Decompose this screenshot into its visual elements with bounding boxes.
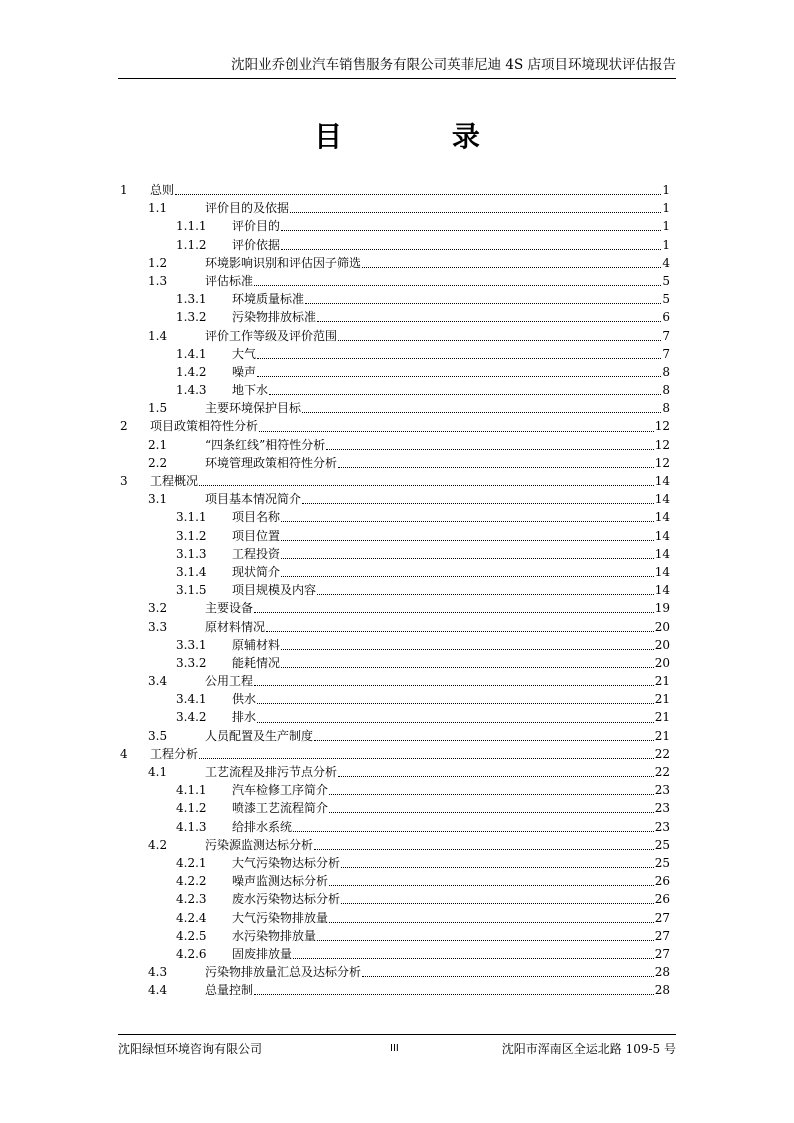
toc-entry-title: 排水 <box>232 710 257 725</box>
toc-entry[interactable] <box>118 672 670 690</box>
toc-entry[interactable] <box>118 581 670 599</box>
toc-entry-number: 4.1.1 <box>176 783 207 798</box>
footer-address: 沈阳市浑南区全运北路 109-5 号 <box>501 1042 676 1056</box>
toc-leader-dots <box>317 308 661 322</box>
toc-entry[interactable] <box>118 727 670 745</box>
toc-leader-dots <box>329 799 654 813</box>
toc-entry-title: 项目政策相符性分析 <box>150 419 259 434</box>
toc-entry-title: 环境质量标准 <box>232 292 305 307</box>
toc-entry-title: 大气 <box>232 346 257 361</box>
toc-entry-number: 4.2.1 <box>176 855 207 870</box>
toc-entry-page: 21 <box>654 710 670 725</box>
toc-leader-dots <box>338 763 654 777</box>
toc-entry[interactable] <box>118 872 670 890</box>
toc-entry-page: 23 <box>654 801 670 816</box>
toc-entry-page: 14 <box>654 510 670 525</box>
toc-entry-page: 4 <box>662 255 670 270</box>
toc-entry-page: 5 <box>662 273 670 288</box>
toc-entry[interactable] <box>118 781 670 799</box>
toc-entry-title: 工程分析 <box>150 746 199 761</box>
toc-entry-page: 23 <box>654 783 670 798</box>
toc-leader-dots <box>302 399 661 413</box>
toc-entry[interactable] <box>118 272 670 290</box>
toc-entry-number: 1.5 <box>148 401 168 416</box>
toc-entry[interactable] <box>118 690 670 708</box>
toc-entry-title: 废水污染物达标分析 <box>232 892 341 907</box>
toc-entry-number: 1.1.1 <box>176 219 207 234</box>
toc-entry-title: 原辅材料 <box>232 637 281 652</box>
toc-entry-number: 4.1.2 <box>176 801 207 816</box>
toc-entry[interactable] <box>118 290 670 308</box>
toc-entry-page: 26 <box>654 892 670 907</box>
toc-entry-title: 公用工程 <box>205 674 254 689</box>
toc-entry[interactable] <box>118 636 670 654</box>
toc-entry-number: 2 <box>120 419 128 434</box>
toc-leader-dots <box>317 927 654 941</box>
toc-leader-dots <box>305 290 661 304</box>
toc-entry-title: “四条红线”相符性分析 <box>205 437 326 452</box>
toc-leader-dots <box>281 527 654 541</box>
toc-entry[interactable] <box>118 890 670 908</box>
toc-entry[interactable] <box>118 818 670 836</box>
toc-entry-title: 工程投资 <box>232 546 281 561</box>
toc-entry[interactable] <box>118 199 670 217</box>
toc-entry-page: 12 <box>654 419 670 434</box>
toc-entry-title: 评估标准 <box>205 273 254 288</box>
toc-entry-page: 1 <box>662 237 670 252</box>
toc-entry[interactable] <box>118 508 670 526</box>
toc-entry-page: 7 <box>662 346 670 361</box>
toc-leader-dots <box>281 508 654 522</box>
toc-entry-title: 供水 <box>232 692 257 707</box>
toc-entry-number: 3.1.1 <box>176 510 207 525</box>
toc-entry-page: 5 <box>662 292 670 307</box>
toc-entry[interactable] <box>118 436 670 454</box>
toc-leader-dots <box>281 236 661 250</box>
toc-entry-title: 污染物排放量汇总及达标分析 <box>205 965 362 980</box>
toc-leader-dots <box>314 727 654 741</box>
toc-entry[interactable] <box>118 927 670 945</box>
toc-entry-page: 1 <box>662 201 670 216</box>
toc-entry-page: 25 <box>654 837 670 852</box>
toc-entry-number: 4.1 <box>148 765 168 779</box>
toc-entry[interactable] <box>118 836 670 854</box>
toc-entry[interactable] <box>118 745 670 763</box>
toc-entry-page: 14 <box>654 583 670 598</box>
toc-entry-number: 3.2 <box>148 601 168 616</box>
toc-entry-title: 评价目的及依据 <box>205 201 290 216</box>
toc-leader-dots <box>293 945 654 959</box>
toc-leader-dots <box>362 963 654 977</box>
toc-entry-number: 3 <box>120 474 128 488</box>
toc-entry[interactable] <box>118 417 670 435</box>
toc-entry-number: 2.2 <box>148 455 168 470</box>
toc-entry-number: 1.4.3 <box>176 383 207 398</box>
toc-entry-page: 26 <box>654 874 670 889</box>
toc-entry-page: 14 <box>654 564 670 579</box>
toc-entry-title: 噪声 <box>232 364 257 379</box>
toc-entry[interactable] <box>118 599 670 617</box>
toc-leader-dots <box>257 709 654 723</box>
toc-entry-page: 22 <box>654 765 670 779</box>
toc-entry[interactable] <box>118 472 670 490</box>
toc-entry-page: 7 <box>662 328 670 343</box>
toc-entry-page: 14 <box>654 528 670 543</box>
toc-entry-number: 3.1.5 <box>176 583 207 598</box>
toc-entry-page: 23 <box>654 819 670 834</box>
toc-entry[interactable] <box>118 854 670 872</box>
page-footer <box>118 1034 676 1063</box>
toc-entry[interactable] <box>118 381 670 399</box>
toc-entry[interactable] <box>118 254 670 272</box>
toc-entry-page: 8 <box>662 364 670 379</box>
toc-leader-dots <box>257 345 661 359</box>
toc-entry-number: 1.4.2 <box>176 364 207 379</box>
toc-entry-title: 噪声监测达标分析 <box>232 874 329 889</box>
toc-entry-number: 4.1.3 <box>176 819 207 834</box>
toc-leader-dots <box>199 745 654 759</box>
toc-leader-dots <box>281 217 661 231</box>
toc-entry[interactable] <box>118 963 670 981</box>
footer-page-number: III <box>390 1043 399 1054</box>
toc-entry-page: 20 <box>654 619 670 634</box>
header-text: 沈阳业乔创业汽车销售服务有限公司英菲尼迪 4S 店项目环境现状评估报告 <box>231 57 676 73</box>
toc-entry-number: 3.4.2 <box>176 710 207 725</box>
toc-leader-dots <box>257 690 654 704</box>
toc-entry-number: 1.3.1 <box>176 292 207 307</box>
toc-entry-page: 27 <box>654 928 670 943</box>
toc-entry-number: 1.1.2 <box>176 237 207 252</box>
toc-leader-dots <box>329 909 654 923</box>
toc-leader-dots <box>314 836 654 850</box>
toc-entry[interactable] <box>118 308 670 326</box>
toc-entry-page: 19 <box>654 601 670 616</box>
toc-leader-dots <box>341 890 654 904</box>
toc-entry-number: 1 <box>120 183 128 197</box>
toc-leader-dots <box>175 181 661 195</box>
toc-entry-title: 评价依据 <box>232 237 281 252</box>
toc-entry-title: 项目名称 <box>232 510 281 525</box>
toc-leader-dots <box>266 618 654 632</box>
toc-entry-title: 总量控制 <box>205 983 254 998</box>
toc-entry[interactable] <box>118 909 670 927</box>
toc-entry-page: 28 <box>654 983 670 998</box>
toc-entry-page: 27 <box>654 910 670 925</box>
toc-entry-page: 14 <box>654 492 670 507</box>
toc-leader-dots <box>362 254 661 268</box>
toc-entry-title: 环境管理政策相符性分析 <box>205 455 338 470</box>
toc-entry[interactable] <box>118 618 670 636</box>
toc-entry[interactable] <box>118 399 670 417</box>
toc-leader-dots <box>254 272 661 286</box>
toc-entry-page: 8 <box>662 401 670 416</box>
toc-entry-number: 3.1.4 <box>176 564 207 579</box>
toc-leader-dots <box>338 327 661 341</box>
toc-entry-page: 8 <box>662 383 670 398</box>
toc-entry-title: 主要设备 <box>205 601 254 616</box>
toc-entry-number: 1.3 <box>148 273 168 288</box>
toc-entry-title: 工程概况 <box>150 474 199 488</box>
toc-entry-title: 喷漆工艺流程简介 <box>232 801 329 816</box>
toc-entry-page: 14 <box>654 546 670 561</box>
toc-entry-number: 4.2 <box>148 837 168 852</box>
toc-leader-dots <box>329 781 654 795</box>
toc-entry-title: 工艺流程及排污节点分析 <box>205 765 338 779</box>
toc-leader-dots <box>290 199 661 213</box>
toc-entry-page: 21 <box>654 674 670 689</box>
toc-leader-dots <box>269 381 661 395</box>
toc-entry[interactable] <box>118 799 670 817</box>
toc-entry-number: 3.3.2 <box>176 655 207 670</box>
toc-entry[interactable] <box>118 708 670 726</box>
toc-entry-number: 1.1 <box>148 201 168 216</box>
page-header <box>118 55 676 79</box>
toc-entry-number: 4.2.4 <box>176 910 207 925</box>
toc-entry[interactable] <box>118 181 670 199</box>
toc-entry-title: 主要环境保护目标 <box>205 401 302 416</box>
toc-leader-dots <box>338 454 654 468</box>
toc-entry[interactable] <box>118 527 670 545</box>
toc-leader-dots <box>281 545 654 559</box>
toc-entry-number: 4.2.2 <box>176 874 207 889</box>
toc-entry-page: 20 <box>654 637 670 652</box>
toc-entry[interactable] <box>118 363 670 381</box>
footer-company: 沈阳绿恒环境咨询有限公司 <box>118 1042 263 1056</box>
toc-leader-dots <box>199 472 654 486</box>
toc-entry-number: 3.3 <box>148 619 168 634</box>
toc-leader-dots <box>302 490 654 504</box>
toc-entry-number: 4.3 <box>148 965 168 980</box>
toc-entry-number: 4.2.5 <box>176 928 207 943</box>
page-title: 目 录 <box>314 120 530 153</box>
toc-entry[interactable] <box>118 345 670 363</box>
toc-entry[interactable] <box>118 763 670 781</box>
toc-entry-page: 20 <box>654 655 670 670</box>
toc-leader-dots <box>329 872 654 886</box>
toc-entry[interactable] <box>118 236 670 254</box>
toc-leader-dots <box>326 436 653 450</box>
toc-entry-number: 1.2 <box>148 255 168 270</box>
toc-entry[interactable] <box>118 217 670 235</box>
toc-entry-title: 评价目的 <box>232 219 281 234</box>
toc-entry-page: 1 <box>662 183 670 197</box>
toc-entry-title: 地下水 <box>232 383 269 398</box>
toc-entry-title: 大气污染物达标分析 <box>232 855 341 870</box>
toc-leader-dots <box>293 818 654 832</box>
toc-entry-page: 12 <box>654 455 670 470</box>
toc-leader-dots <box>281 636 654 650</box>
toc-entry[interactable] <box>118 654 670 672</box>
toc-entry-title: 给排水系统 <box>232 819 293 834</box>
toc-leader-dots <box>281 654 654 668</box>
toc-entry-title: 项目基本情况简介 <box>205 492 302 507</box>
toc-entry-title: 污染物排放标准 <box>232 310 317 325</box>
toc-entry-number: 3.4.1 <box>176 692 207 707</box>
toc-entry-number: 1.3.2 <box>176 310 207 325</box>
toc-entry-number: 3.5 <box>148 728 168 743</box>
toc-entry-number: 3.4 <box>148 674 168 689</box>
toc-entry[interactable] <box>118 945 670 963</box>
toc-entry-page: 12 <box>654 437 670 452</box>
toc-entry-title: 总则 <box>150 183 175 197</box>
toc-entry-page: 14 <box>654 474 670 488</box>
toc-leader-dots <box>281 563 654 577</box>
toc-entry-title: 人员配置及生产制度 <box>205 728 314 743</box>
toc-leader-dots <box>317 581 654 595</box>
toc-leader-dots <box>254 599 654 613</box>
toc-leader-dots <box>257 363 661 377</box>
toc-entry[interactable] <box>118 490 670 508</box>
toc-entry-title: 能耗情况 <box>232 655 281 670</box>
toc-entry-title: 项目位置 <box>232 528 281 543</box>
toc-entry-page: 25 <box>654 855 670 870</box>
toc-entry[interactable] <box>118 545 670 563</box>
toc-entry-number: 4.4 <box>148 983 168 998</box>
table-of-contents <box>118 181 670 999</box>
toc-entry-number: 4.2.6 <box>176 946 207 961</box>
toc-entry-title: 固废排放量 <box>232 946 293 961</box>
toc-leader-dots <box>254 672 654 686</box>
toc-entry-page: 22 <box>654 746 670 761</box>
toc-entry-number: 4.2.3 <box>176 892 207 907</box>
toc-entry-number: 1.4 <box>148 328 168 343</box>
toc-entry[interactable] <box>118 981 670 999</box>
toc-entry-page: 1 <box>662 219 670 234</box>
toc-entry-page: 21 <box>654 692 670 707</box>
toc-entry-title: 环境影响识别和评估因子筛选 <box>205 255 362 270</box>
toc-entry-title: 评价工作等级及评价范围 <box>205 328 338 343</box>
toc-entry-title: 原材料情况 <box>205 619 266 634</box>
toc-entry-number: 3.1 <box>148 492 168 507</box>
toc-leader-dots <box>259 418 654 432</box>
toc-entry-title: 大气污染物排放量 <box>232 910 329 925</box>
toc-entry-title: 现状简介 <box>232 564 281 579</box>
toc-leader-dots <box>254 981 654 995</box>
toc-entry-title: 污染源监测达标分析 <box>205 837 314 852</box>
toc-entry-number: 4 <box>120 746 128 761</box>
toc-entry-number: 3.3.1 <box>176 637 207 652</box>
toc-entry-number: 1.4.1 <box>176 346 207 361</box>
toc-entry[interactable] <box>118 563 670 581</box>
toc-entry-number: 3.1.2 <box>176 528 207 543</box>
toc-entry[interactable] <box>118 327 670 345</box>
toc-entry-title: 水污染物排放量 <box>232 928 317 943</box>
toc-leader-dots <box>341 854 654 868</box>
toc-entry-page: 27 <box>654 946 670 961</box>
toc-entry-title: 项目规模及内容 <box>232 583 317 598</box>
toc-entry-page: 21 <box>654 728 670 743</box>
toc-entry[interactable] <box>118 454 670 472</box>
toc-entry-page: 28 <box>654 965 670 980</box>
toc-entry-page: 6 <box>662 310 670 325</box>
toc-entry-number: 2.1 <box>148 437 168 452</box>
toc-entry-title: 汽车检修工序简介 <box>232 783 329 798</box>
toc-entry-number: 3.1.3 <box>176 546 207 561</box>
